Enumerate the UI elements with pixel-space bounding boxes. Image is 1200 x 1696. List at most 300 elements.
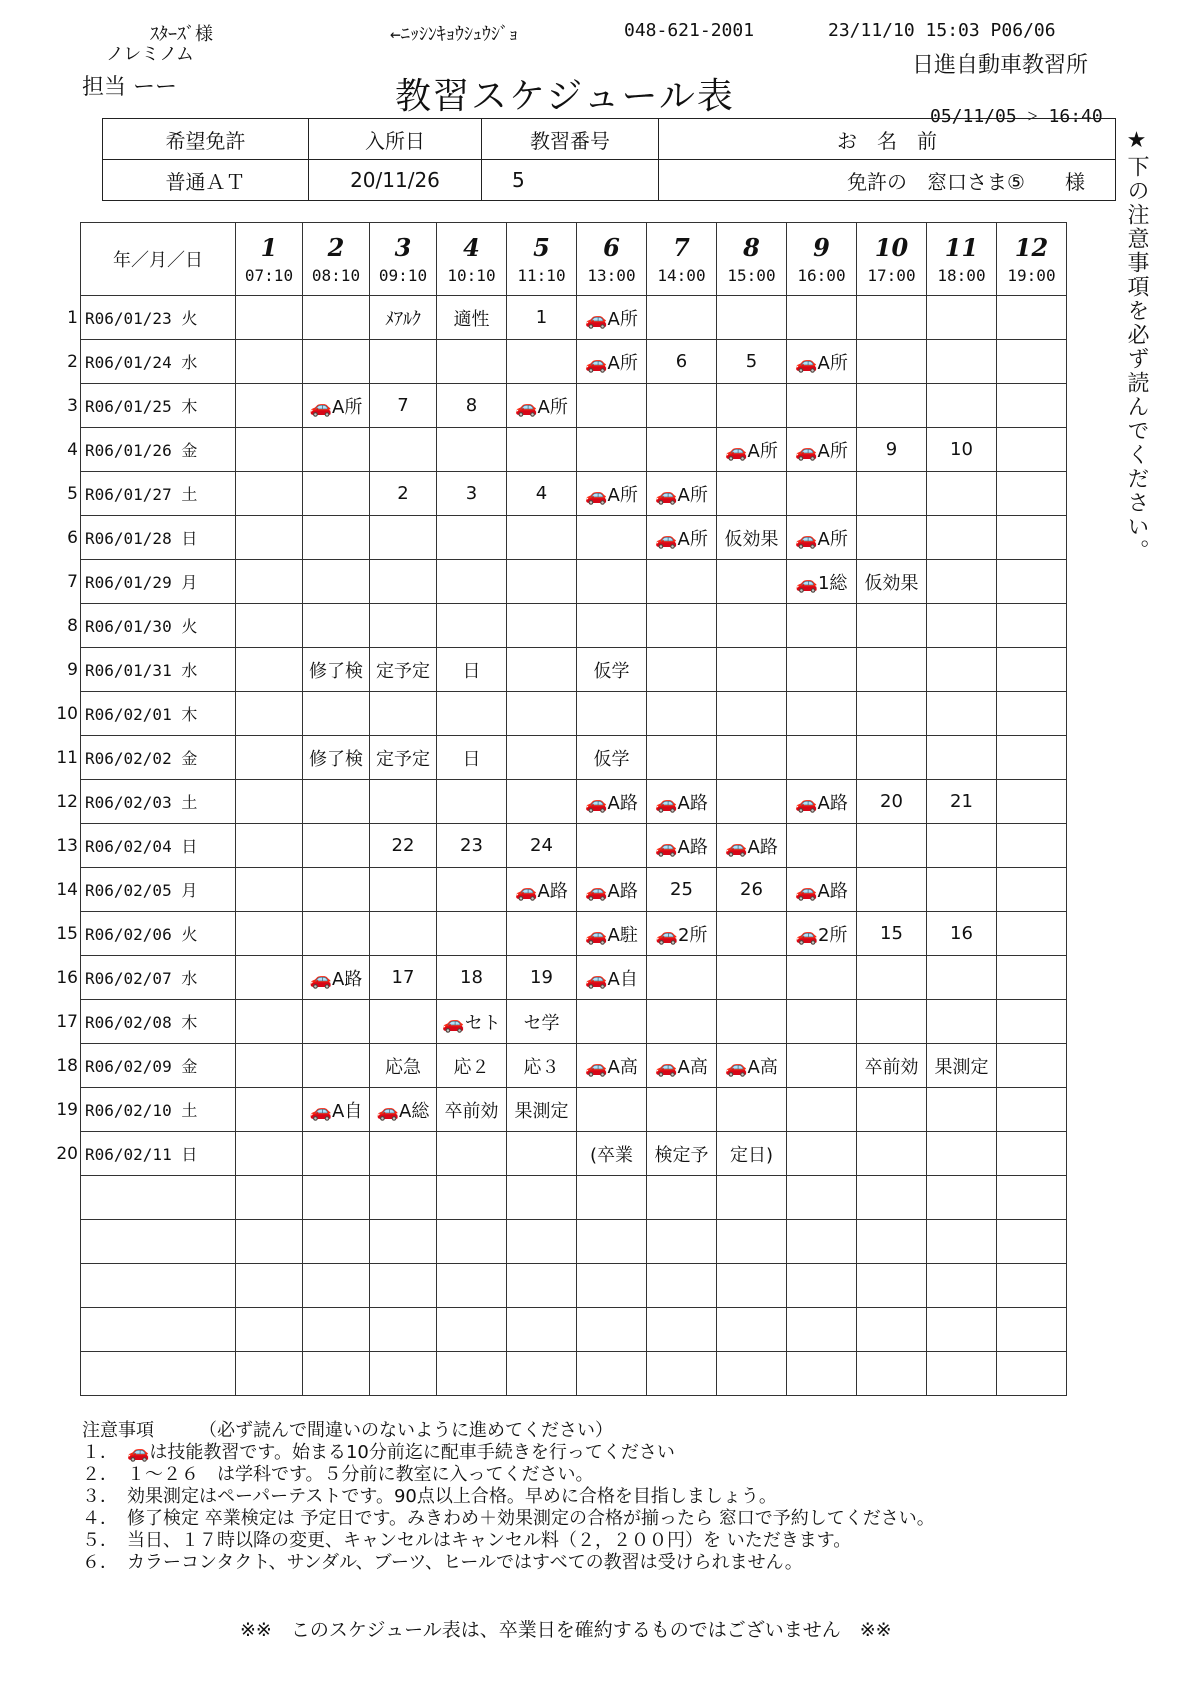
schedule-cell [236, 692, 303, 736]
schedule-cell [647, 1308, 717, 1352]
schedule-cell [437, 780, 507, 824]
schedule-cell [437, 604, 507, 648]
schedule-cell [927, 1220, 997, 1264]
info-header: 希望免許 [103, 119, 309, 160]
schedule-cell [577, 560, 647, 604]
schedule-cell [437, 1220, 507, 1264]
schedule-cell [647, 736, 717, 780]
schedule-cell [303, 1044, 370, 1088]
schedule-cell [997, 912, 1067, 956]
schedule-cell [857, 1132, 927, 1176]
schedule-row [81, 956, 1067, 1000]
schedule-cell [717, 648, 787, 692]
row-number: 11 [56, 748, 78, 768]
schedule-cell: 🚗A路 [577, 780, 647, 824]
row-number: 16 [56, 968, 78, 988]
period-header-9 [787, 223, 857, 296]
schedule-cell [303, 868, 370, 912]
schedule-cell: 🚗2所 [787, 912, 857, 956]
info-header: お 名 前 [659, 119, 1116, 160]
period-header-10 [857, 223, 927, 296]
schedule-cell: 23 [437, 824, 507, 868]
schedule-cell: 修了検 [303, 736, 370, 780]
schedule-cell [577, 384, 647, 428]
schedule-row [81, 824, 1067, 868]
schedule-cell [577, 1088, 647, 1132]
schedule-row [81, 472, 1067, 516]
schedule-cell [236, 648, 303, 692]
schedule-row [81, 1264, 1067, 1308]
period-header-1 [236, 223, 303, 296]
period-header-11 [927, 223, 997, 296]
schedule-cell [997, 1088, 1067, 1132]
row-date: R06/02/01 木 [81, 692, 236, 736]
schedule-cell [927, 648, 997, 692]
schedule-cell [236, 1308, 303, 1352]
schedule-header-row [81, 223, 1067, 296]
schedule-row [81, 428, 1067, 472]
fax-datetime: 23/11/10 15:03 P06/06 [828, 20, 1056, 41]
schedule-cell [577, 1264, 647, 1308]
schedule-cell [370, 868, 437, 912]
schedule-cell [717, 692, 787, 736]
row-date: R06/02/11 日 [81, 1132, 236, 1176]
schedule-cell: 🚗セト [437, 1000, 507, 1044]
row-date: R06/02/03 土 [81, 780, 236, 824]
schedule-cell [927, 296, 997, 340]
schedule-cell [717, 604, 787, 648]
schedule-cell: 21 [927, 780, 997, 824]
schedule-row [81, 1176, 1067, 1220]
schedule-cell [997, 956, 1067, 1000]
schedule-cell [927, 1352, 997, 1396]
schedule-row [81, 296, 1067, 340]
schedule-cell [437, 1132, 507, 1176]
schedule-cell [857, 1220, 927, 1264]
schedule-cell [927, 340, 997, 384]
schedule-cell [997, 780, 1067, 824]
schedule-cell: 🚗A路 [507, 868, 577, 912]
schedule-cell: 3 [437, 472, 507, 516]
schedule-row [81, 1132, 1067, 1176]
schedule-cell [647, 1176, 717, 1220]
schedule-cell [927, 824, 997, 868]
schedule-cell [577, 692, 647, 736]
schedule-cell [303, 780, 370, 824]
schedule-cell [717, 1308, 787, 1352]
schedule-cell [927, 1132, 997, 1176]
schedule-cell [236, 560, 303, 604]
schedule-cell [437, 516, 507, 560]
row-number: 6 [67, 528, 78, 548]
schedule-cell [507, 1132, 577, 1176]
schedule-cell [857, 692, 927, 736]
schedule-cell [236, 956, 303, 1000]
row-date: R06/02/09 金 [81, 1044, 236, 1088]
schedule-cell [717, 1352, 787, 1396]
schedule-cell [236, 1044, 303, 1088]
schedule-cell [717, 1000, 787, 1044]
schedule-cell [370, 692, 437, 736]
schedule-row [81, 340, 1067, 384]
schedule-cell [507, 1308, 577, 1352]
schedule-cell [927, 560, 997, 604]
schedule-cell [647, 1088, 717, 1132]
schedule-cell [787, 736, 857, 780]
schedule-cell [236, 428, 303, 472]
schedule-cell [577, 1176, 647, 1220]
schedule-cell [927, 604, 997, 648]
schedule-cell [236, 1132, 303, 1176]
schedule-cell: 応急 [370, 1044, 437, 1088]
schedule-cell [577, 604, 647, 648]
schedule-cell [577, 516, 647, 560]
schedule-cell [370, 1220, 437, 1264]
schedule-cell [507, 912, 577, 956]
schedule-cell [507, 1352, 577, 1396]
schedule-cell: 5 [717, 340, 787, 384]
period-number: 3 [394, 233, 412, 262]
schedule-cell [370, 780, 437, 824]
schedule-cell: 7 [370, 384, 437, 428]
schedule-cell: 6 [647, 340, 717, 384]
schedule-cell [303, 824, 370, 868]
schedule-cell: セ学 [507, 1000, 577, 1044]
period-number: 8 [743, 233, 760, 262]
schedule-cell [303, 1176, 370, 1220]
schedule-cell [370, 428, 437, 472]
schedule-cell [857, 736, 927, 780]
schedule-cell [303, 692, 370, 736]
schedule-cell: 🚗A所 [647, 472, 717, 516]
schedule-cell [857, 1352, 927, 1396]
schedule-cell [717, 1176, 787, 1220]
info-entry-date: 20/11/26 [309, 160, 482, 201]
row-number: 2 [67, 352, 78, 372]
schedule-cell [370, 1308, 437, 1352]
schedule-cell [437, 1308, 507, 1352]
school-name: 日進自動車教習所 [912, 53, 1089, 78]
schedule-cell: 🚗A自 [577, 956, 647, 1000]
period-time: 15:00 [727, 266, 776, 285]
schedule-cell [997, 1264, 1067, 1308]
row-number: 14 [56, 880, 78, 900]
schedule-cell: 🚗A所 [303, 384, 370, 428]
schedule-cell [437, 560, 507, 604]
schedule-cell: 24 [507, 824, 577, 868]
notes-section [82, 1420, 935, 1574]
schedule-cell [236, 604, 303, 648]
row-number: 4 [67, 440, 78, 460]
schedule-cell [647, 648, 717, 692]
schedule-cell [236, 868, 303, 912]
schedule-cell [647, 296, 717, 340]
row-date: R06/02/10 土 [81, 1088, 236, 1132]
schedule-cell [647, 560, 717, 604]
row-date [81, 1308, 236, 1352]
schedule-cell: 🚗A所 [787, 428, 857, 472]
schedule-cell: 🚗A高 [717, 1044, 787, 1088]
schedule-cell [437, 1352, 507, 1396]
schedule-row [81, 516, 1067, 560]
schedule-cell [857, 296, 927, 340]
schedule-cell [303, 1264, 370, 1308]
schedule-cell [997, 1044, 1067, 1088]
schedule-cell: 修了検 [303, 648, 370, 692]
schedule-cell [927, 1264, 997, 1308]
schedule-cell [717, 384, 787, 428]
schedule-cell [303, 560, 370, 604]
schedule-cell: 果測定 [507, 1088, 577, 1132]
schedule-cell: 🚗A所 [507, 384, 577, 428]
schedule-cell [997, 296, 1067, 340]
schedule-cell [647, 428, 717, 472]
schedule-cell [997, 516, 1067, 560]
note-line: ５． 当日、１７時以降の変更、キャンセルはキャンセル料（２，２００円）を いただきます。 [82, 1530, 852, 1551]
period-number: 6 [603, 233, 620, 262]
schedule-cell: 🚗A所 [787, 516, 857, 560]
period-number: 12 [1014, 233, 1049, 262]
schedule-cell [997, 1220, 1067, 1264]
schedule-cell [303, 472, 370, 516]
schedule-cell [577, 1220, 647, 1264]
schedule-cell [236, 824, 303, 868]
schedule-cell: 🚗A所 [647, 516, 717, 560]
info-number: 5 [482, 160, 659, 201]
row-number: 20 [56, 1144, 78, 1164]
schedule-cell [507, 428, 577, 472]
row-number: 8 [67, 616, 78, 636]
schedule-cell [507, 692, 577, 736]
schedule-cell [647, 1000, 717, 1044]
row-date: R06/01/30 火 [81, 604, 236, 648]
schedule-cell [717, 1088, 787, 1132]
schedule-cell: 🚗A路 [787, 780, 857, 824]
schedule-cell [303, 912, 370, 956]
row-date: R06/01/31 水 [81, 648, 236, 692]
schedule-cell [927, 956, 997, 1000]
schedule-cell [236, 780, 303, 824]
row-date: R06/02/07 水 [81, 956, 236, 1000]
info-table [102, 118, 1116, 201]
fax-phone: 048-621-2001 [624, 20, 755, 41]
period-time: 11:10 [517, 266, 566, 285]
schedule-cell [303, 428, 370, 472]
schedule-cell: 🚗A路 [577, 868, 647, 912]
period-number: 2 [327, 233, 345, 262]
schedule-cell [717, 560, 787, 604]
schedule-cell [236, 340, 303, 384]
schedule-cell [437, 428, 507, 472]
schedule-cell [507, 604, 577, 648]
schedule-cell [997, 604, 1067, 648]
schedule-cell [857, 384, 927, 428]
schedule-cell [997, 1308, 1067, 1352]
row-date: R06/02/06 火 [81, 912, 236, 956]
schedule-cell: 🚗A所 [787, 340, 857, 384]
side-note: ★下の注意事項を必ず読んでください。 [1124, 128, 1149, 563]
schedule-cell [507, 736, 577, 780]
schedule-cell [927, 1176, 997, 1220]
row-number: 7 [67, 572, 78, 592]
period-time: 16:00 [797, 266, 846, 285]
schedule-cell [717, 1220, 787, 1264]
date-header: 年／月／日 [81, 223, 236, 296]
schedule-row [81, 648, 1067, 692]
schedule-cell [787, 384, 857, 428]
row-date: R06/01/25 木 [81, 384, 236, 428]
footer-disclaimer: ※※ このスケジュール表は、卒業日を確約するものではございません ※※ [240, 1619, 892, 1641]
schedule-cell [717, 912, 787, 956]
schedule-cell [647, 384, 717, 428]
schedule-cell [787, 692, 857, 736]
schedule-cell: 🚗A所 [717, 428, 787, 472]
schedule-cell [577, 1352, 647, 1396]
schedule-cell [787, 1352, 857, 1396]
schedule-cell [927, 868, 997, 912]
schedule-cell [236, 912, 303, 956]
schedule-cell [997, 428, 1067, 472]
schedule-cell: 🚗A路 [717, 824, 787, 868]
schedule-cell [997, 1132, 1067, 1176]
note-line: １． 🚗は技能教習です。始まる10分前迄に配車手続きを行ってください [82, 1442, 675, 1463]
printed-timestamp: 05/11/05 ˃ 16:40 [930, 106, 1103, 127]
row-number: 17 [56, 1012, 78, 1032]
schedule-cell [997, 868, 1067, 912]
schedule-cell [857, 340, 927, 384]
schedule-cell: (卒業 [577, 1132, 647, 1176]
schedule-cell [717, 956, 787, 1000]
schedule-cell: 🚗A所 [577, 340, 647, 384]
row-number: 15 [56, 924, 78, 944]
schedule-cell: 15 [857, 912, 927, 956]
schedule-row [81, 384, 1067, 428]
schedule-cell [236, 1088, 303, 1132]
schedule-cell [303, 1352, 370, 1396]
period-header-4 [437, 223, 507, 296]
schedule-cell [577, 1308, 647, 1352]
row-number: 9 [67, 660, 78, 680]
row-number: 3 [67, 396, 78, 416]
schedule-cell: 仮効果 [717, 516, 787, 560]
schedule-cell: 🚗A路 [647, 824, 717, 868]
info-header: 入所日 [309, 119, 482, 160]
schedule-cell [717, 1264, 787, 1308]
schedule-cell: 🚗A所 [577, 296, 647, 340]
schedule-cell: 10 [927, 428, 997, 472]
schedule-cell [437, 1264, 507, 1308]
schedule-cell: 仮学 [577, 648, 647, 692]
schedule-cell [787, 648, 857, 692]
schedule-cell: 🚗A路 [647, 780, 717, 824]
schedule-cell [303, 1308, 370, 1352]
schedule-cell: 仮効果 [857, 560, 927, 604]
schedule-cell [787, 1088, 857, 1132]
row-number: 12 [56, 792, 78, 812]
schedule-cell [997, 384, 1067, 428]
schedule-cell [236, 736, 303, 780]
schedule-cell [303, 604, 370, 648]
schedule-cell [437, 912, 507, 956]
schedule-cell: 9 [857, 428, 927, 472]
period-header-8 [717, 223, 787, 296]
schedule-cell [370, 912, 437, 956]
schedule-row [81, 780, 1067, 824]
row-date: R06/02/05 月 [81, 868, 236, 912]
period-number: 11 [944, 233, 979, 262]
schedule-row [81, 1308, 1067, 1352]
schedule-cell [507, 516, 577, 560]
schedule-cell: 日 [437, 736, 507, 780]
schedule-cell [857, 1000, 927, 1044]
schedule-cell [303, 296, 370, 340]
schedule-cell [577, 428, 647, 472]
schedule-cell [997, 1352, 1067, 1396]
fax-sender: ←ﾆｯｼﾝｷｮｳｼｭｳｼﾞｮ [390, 24, 518, 45]
period-time: 10:10 [447, 266, 496, 285]
schedule-cell: 卒前効 [857, 1044, 927, 1088]
schedule-cell [997, 736, 1067, 780]
fax-recipient: ｽﾀｰｽﾞ様 [150, 24, 213, 45]
row-date: R06/01/27 土 [81, 472, 236, 516]
row-date: R06/02/02 金 [81, 736, 236, 780]
schedule-cell [857, 1176, 927, 1220]
schedule-cell [370, 604, 437, 648]
schedule-cell [787, 1132, 857, 1176]
schedule-cell: 適性 [437, 296, 507, 340]
schedule-cell [303, 1220, 370, 1264]
schedule-cell [717, 736, 787, 780]
period-header-3 [370, 223, 437, 296]
row-date [81, 1176, 236, 1220]
handwritten-top: ノレミノム [106, 44, 195, 65]
schedule-cell [236, 1264, 303, 1308]
schedule-cell: 定予定 [370, 736, 437, 780]
schedule-cell [647, 1352, 717, 1396]
period-time: 08:10 [311, 266, 361, 285]
schedule-cell [787, 1176, 857, 1220]
schedule-cell: 応２ [437, 1044, 507, 1088]
schedule-row [81, 1000, 1067, 1044]
period-time: 14:00 [657, 266, 706, 285]
note-line: ２． １～２６ は学科です。５分前に教室に入ってください。 [82, 1464, 594, 1485]
period-number: 1 [260, 233, 278, 262]
period-header-6 [577, 223, 647, 296]
schedule-table [80, 222, 1067, 1396]
row-number: 10 [56, 704, 78, 724]
schedule-cell: 8 [437, 384, 507, 428]
schedule-row [81, 560, 1067, 604]
row-date: R06/01/29 月 [81, 560, 236, 604]
period-time: 17:00 [867, 266, 916, 285]
info-license: 普通ＡＴ [103, 160, 309, 201]
schedule-cell: 卒前効 [437, 1088, 507, 1132]
schedule-cell [370, 1000, 437, 1044]
schedule-row [81, 868, 1067, 912]
schedule-cell: 26 [717, 868, 787, 912]
period-header-7 [647, 223, 717, 296]
schedule-cell [787, 1000, 857, 1044]
schedule-cell: 25 [647, 868, 717, 912]
schedule-cell [927, 1000, 997, 1044]
schedule-cell [437, 868, 507, 912]
row-date [81, 1264, 236, 1308]
schedule-cell: 2 [370, 472, 437, 516]
schedule-cell [437, 340, 507, 384]
schedule-cell [370, 1264, 437, 1308]
schedule-cell [370, 340, 437, 384]
schedule-cell [997, 648, 1067, 692]
